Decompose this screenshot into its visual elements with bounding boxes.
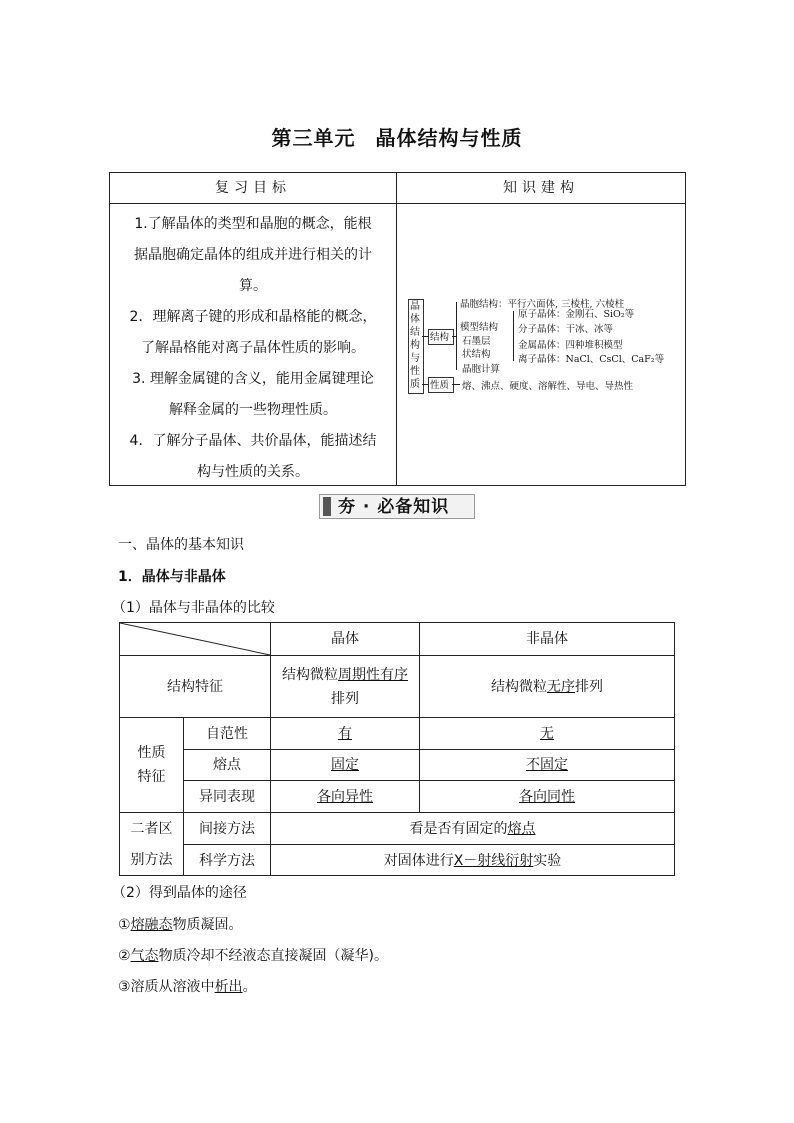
diagonal-header-cell bbox=[120, 623, 271, 656]
structure-label: 结构 bbox=[430, 332, 450, 343]
review-table bbox=[109, 172, 686, 486]
self-shape-crystal: 有 bbox=[338, 725, 352, 742]
goal-line: 2．理解离子键的形成和晶格能的概念， bbox=[129, 309, 377, 325]
page-title bbox=[0, 122, 794, 151]
col-crystal: 晶体 bbox=[331, 631, 359, 647]
goal-line: 构与性质的关系。 bbox=[197, 464, 309, 480]
goal-line: 1.了解晶体的类型和晶胞的概念，能根 bbox=[134, 216, 372, 232]
way-item: ②气态物质冷却不经液态直接凝固（凝华)。 bbox=[118, 948, 389, 964]
row-property-feature: 性质 特征 bbox=[137, 745, 166, 785]
row-anisotropy: 异同表现 bbox=[199, 788, 255, 805]
section-bar-icon bbox=[323, 497, 331, 516]
unit-topic: 晶体结构与性质 bbox=[375, 126, 523, 150]
diagram-metallic: 金属晶体：四种堆积模型 bbox=[518, 340, 623, 351]
row-indirect: 间接方法 bbox=[199, 820, 255, 837]
subheading-ways: （2）得到晶体的途径 bbox=[112, 885, 247, 901]
melting-amorphous: 不固定 bbox=[526, 757, 568, 773]
diagram-molecular: 分子晶体：干冰、冰等 bbox=[518, 324, 614, 335]
scientific-method: 对固体进行X－射线衍射实验 bbox=[383, 852, 562, 869]
self-shape-amorphous: 无 bbox=[540, 725, 554, 742]
diagram-ionic: 离子晶体：NaCl、CsCl、CaF₂等 bbox=[518, 354, 665, 365]
way-item: ①熔融态物质凝固。 bbox=[118, 917, 243, 933]
diagram-graphite: 状结构 bbox=[462, 349, 491, 360]
goals-list bbox=[114, 209, 392, 488]
diagram-cell-structure: 晶胞结构：平行六面体, 三棱柱, 六棱柱 bbox=[460, 299, 625, 310]
melting-crystal: 固定 bbox=[331, 757, 359, 773]
col-amorphous: 非晶体 bbox=[526, 631, 568, 647]
heading-basic-knowledge: 一、晶体的基本知识 bbox=[118, 537, 244, 553]
diagram-cell-calc: 晶胞计算 bbox=[462, 364, 501, 375]
diagram-graphite: 石墨层 bbox=[462, 336, 491, 347]
diagram-model-structure: 模型结构 bbox=[460, 322, 499, 333]
knowledge-build-header: 知识建构 bbox=[503, 180, 579, 196]
goal-line: 了解晶格能对离子晶体性质的影响。 bbox=[141, 340, 365, 356]
heading-crystal-vs-amorphous: 1．晶体与非晶体 bbox=[118, 569, 226, 585]
row-scientific: 科学方法 bbox=[199, 852, 255, 869]
goal-line: 解释金属的一些物理性质。 bbox=[169, 402, 337, 418]
structure-amorphous: 结构微粒无序排列 bbox=[491, 678, 603, 695]
goal-line: 4．了解分子晶体、共价晶体，能描述结 bbox=[129, 433, 377, 449]
anisotropy-crystal: 各向异性 bbox=[317, 788, 373, 805]
section-title: 夯 · 必备知识 bbox=[338, 497, 450, 517]
row-structure: 结构特征 bbox=[167, 678, 223, 695]
section-header bbox=[319, 494, 475, 519]
unit-label: 第三单元 bbox=[271, 126, 356, 150]
row-melting: 熔点 bbox=[213, 757, 241, 773]
diagram-properties: 熔、沸点、硬度、溶解性、导电、导热性 bbox=[462, 381, 634, 392]
structure-crystal: 结构微粒周期性有序排列 bbox=[282, 666, 408, 707]
diagram-root: 晶体结构与性质 bbox=[410, 301, 420, 390]
goal-line: 算。 bbox=[239, 278, 267, 294]
goal-line: 据晶胞确定晶体的组成并进行相关的计 bbox=[134, 247, 372, 263]
anisotropy-amorphous: 各向同性 bbox=[519, 788, 575, 805]
property-label: 性质 bbox=[430, 380, 450, 391]
indirect-method: 看是否有固定的熔点 bbox=[409, 820, 536, 837]
review-goals-header: 复习目标 bbox=[215, 180, 291, 196]
row-distinguish: 二者区 别方法 bbox=[130, 820, 173, 868]
way-item: ③溶质从溶液中析出。 bbox=[118, 979, 257, 995]
subheading-comparison: （1）晶体与非晶体的比较 bbox=[112, 600, 275, 616]
knowledge-diagram bbox=[400, 293, 684, 403]
goal-line: 3. 理解金属键的含义，能用金属键理论 bbox=[132, 371, 374, 387]
comparison-table bbox=[119, 622, 675, 876]
diagram-atomic: 原子晶体：金刚石、SiO₂等 bbox=[518, 309, 635, 320]
row-self-shape: 自范性 bbox=[206, 725, 248, 742]
